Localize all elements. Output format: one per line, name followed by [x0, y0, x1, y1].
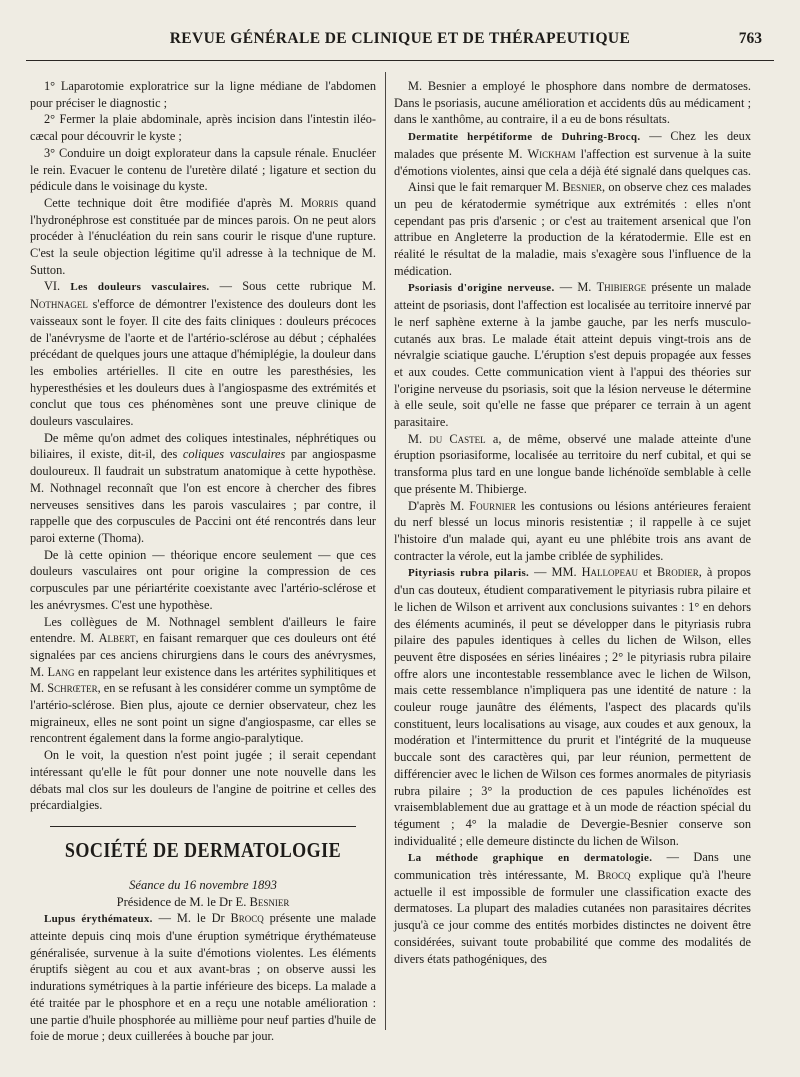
- society-title: SOCIÉTÉ DE DERMATOLOGIE: [64, 837, 342, 862]
- section-rule: [50, 826, 356, 827]
- text: présente une malade atteinte depuis cinq mois d'une éruption symétrique érythémateuse généralisée, survenue à la suite d'émotions violentes. Les éléments éruptifs siègent au cou et aux avant-bras ; on observe aussi les indurations symétriques à la partie inférieure des biceps. La malade a été traitée par le phosphore et en a reçu une notable amélioration : une partie d'huile phosphorée au millième pour neuf parties d'huile de foie de morue ; deux cuillerées à bouche par jour.: [30, 911, 376, 1044]
- author-name: Nothnagel: [30, 297, 88, 312]
- paragraph: [394, 431, 751, 498]
- paragraph: [394, 498, 751, 565]
- paragraph: On le voit, la question n'est point jugée ; il serait cependant intéressant qu'elle le fût pour donner une note nouvelle dans les débats mal clos sur les douleurs de l'angine de poitrine et celles des précardialgies.: [30, 748, 376, 813]
- session-president: [30, 894, 376, 911]
- text: quand l'hydronéphrose est constituée par de minces parois. On ne peut alors procéder à l'énucléation du rein sans courir le risque d'une rupture. C'est la seule objection légitime qu'il adresse à la technique de M. Sutton.: [30, 195, 376, 277]
- column-divider: [385, 72, 386, 1030]
- paragraph: 3° Conduire un doigt explorateur dans la capsule rénale. Enucléer le rein. Evacuer le contenu de l'uretère dilaté ; ligature et section du pédicule dans le voisinage du kyste.: [30, 145, 376, 194]
- author-name: Fournier: [469, 498, 517, 513]
- text: , à propos d'un cas douteux, étudient comparativement le pityriasis rubra pilaire et le lichen de Wilson et arrivent aux conclusions suivantes : 1° en dehors des éléments acuminés, il peut se développer dans le pityriasis rubra pilaire des papules identiques à celles du lichen de Wilson, elles peuvent être disposées en séries linéaires ; 2° le pityriasis rubra pilaire offre alors une incontestable ressemblance avec le lichen de Wilson, mais cette ressemblance n'impliquera pas une identité de nature : la couleur rouge jaunâtre des éléments, l'aspect des placards qu'ils constituent, leurs localisations au visage, aux coudes et aux genoux, la modération et l'intermittence du prurit et l'intégrité de la muqueuse buccale sont des caractères qui, par leur réunion, permettent de différencier avec le lichen de Wilson ces formes anormales de pityriasis rubra pilaire ; 3° la production de ces papules lichénoïdes est vraisemblablement due au grattage et à un mode de réaction spécial du tégument ; 4° la maladie de Devergie-Besnier conserve son individualité ; elle demeure distincte du lichen de Wilson.: [394, 565, 751, 848]
- right-column: [394, 78, 751, 967]
- author-name: Morris: [300, 195, 339, 210]
- text: D'après M.: [408, 498, 470, 513]
- text: les contusions ou lésions antérieures feraient du nerf blessé un locus minoris resistentiæ ; il rappelle à ce sujet l'histoire d'un malade qui, ayant eu une phlébite trois ans avant de contracter la vérole, eut la jambe criblée de syphilides.: [394, 498, 751, 563]
- author-name: Lang: [47, 664, 75, 679]
- paragraph: 1° Laparotomie exploratrice sur la ligne médiane de l'abdomen pour préciser le diagnostic ;: [30, 79, 376, 110]
- section-heading: La méthode graphique en dermatologie.: [408, 852, 653, 865]
- text: De même qu'on admet des coliques intestinales, néphrétiques ou biliaires, il existe, dit-il, des: [30, 430, 376, 462]
- author-name: Brocq: [230, 911, 264, 926]
- text: — Dans une communication très intéressante, M.: [394, 850, 751, 883]
- text: M.: [408, 431, 430, 446]
- author-name: Schrœter: [47, 681, 98, 696]
- author-name: Besnier: [562, 180, 603, 195]
- section-heading: Dermatite herpétiforme de Duhring-Brocq.: [408, 131, 641, 144]
- text: , on observe chez ces malades un peu de kératodermie symétrique aux extrémités : elles n'ont cependant pas pris d'arsenic ; or c'est au traitement arsenical que l'on attribue en Angleterre la production de la kératodermie. Elle est en réalité le résultat de la maladie, mais s'exagère sous l'influence de la médication.: [394, 180, 752, 278]
- left-column: [30, 78, 376, 1045]
- text: a, de même, observé une malade atteinte d'une éruption psoriasiforme, localisée au territoire du nerf cubital, et qui se transforma plus tard en une longue bande lichénoïde semblable à celle que présente M. Thibierge.: [394, 431, 751, 496]
- paragraph: [394, 128, 751, 179]
- author-name: du Castel: [429, 431, 486, 446]
- running-title: REVUE GÉNÉRALE DE CLINIQUE ET DE THÉRAPEUTIQUE: [169, 30, 631, 47]
- paragraph: 2° Fermer la plaie abdominale, après incision dans l'intestin iléo-cæcal pour découvrir le kyste ;: [30, 112, 376, 144]
- author-name: Brodier: [657, 565, 699, 580]
- page-number: 763: [738, 30, 762, 47]
- text: — M.: [554, 280, 597, 295]
- paragraph: [30, 278, 376, 429]
- paragraph: [394, 849, 751, 967]
- text: Cette technique doit être modifiée d'après M.: [44, 195, 301, 210]
- section-heading: Les douleurs vasculaires.: [70, 281, 210, 294]
- author-name: Besnier: [249, 894, 290, 909]
- italic-term: coliques vasculaires: [182, 447, 286, 462]
- text: — M. le Dr: [152, 911, 231, 926]
- paragraph: [30, 195, 376, 279]
- text: s'efforce de démontrer l'existence des douleurs dont les vaisseaux sont le foyer. Il cite des faits cliniques : douleurs précoces de l'anévrysme de l'aorte et de l'artério-sclérose au début ; céphalées précédant de quelques jours une attaque d'hémiplégie, la douleur dans les embolies artérielles. Il cite en outre les paresthésies, les hyperesthésies et les douleurs dues à l'angiospasme des extrémités et conclut que tous ces phénomènes sont une preuve clinique de douleurs vasculaires.: [30, 297, 376, 429]
- text: — Sous cette rubrique M.: [209, 279, 376, 294]
- author-name: Albert: [98, 631, 136, 646]
- paragraph: [394, 564, 751, 849]
- session-date: Séance du 16 novembre 1893: [129, 877, 277, 892]
- text: par angiospasme douloureux. Il faudrait un substratum anatomique à cette hypothèse. M. Nothnagel reconnaît que l'on est encore à chercher des fibres nerveuses sensitives dans les parois vasculaires ; par contre, il rappelle que des corpuscules de Paccini ont été rencontrés dans leur paroi externe (Thoma).: [30, 447, 376, 545]
- paragraph: [30, 430, 376, 547]
- text: l'affection est survenue à la suite d'émotions violentes, ainsi que cela a déjà été signalé dans quelques cas.: [394, 146, 752, 178]
- paragraph: [394, 279, 751, 430]
- paragraph: [394, 179, 751, 279]
- header-rule: [26, 60, 774, 61]
- paragraph: [30, 910, 376, 1045]
- text: Les collègues de M. Nothnagel semblent d'ailleurs le faire entendre. M.: [30, 614, 376, 646]
- text: présente un malade atteint de psoriasis, dont l'affection est localisée au territoire innervé par le nerf saphène externe à la jambe gauche, par les nerfs musculo-cutanés aux bras. Le malade était atteint depuis vingt-trois ans de névralgie sciatique gauche. L'éruption s'est depuis propagée aux fesses et aux coudes. Cette communication vient à l'appui des théories sur l'origine nerveuse du psoriasis, soit que la lésion nerveuse le détermine à elle seule, soit qu'elle ne fasse que préparer ce terrain à un agent parasitaire.: [394, 280, 751, 430]
- text: Présidence de M. le Dr E.: [116, 894, 250, 909]
- text: , en se refusant à les considérer comme un symptôme de l'artério-sclérose. Bien plus, ajoute ce dernier observateur, chez les migraineux, elles ne sont point un signe d'angiospasme, car elles se rencontrent également dans la forme angio-paralytique.: [30, 681, 376, 746]
- running-head: [26, 30, 774, 54]
- section-heading: Psoriasis d'origine nerveuse.: [408, 282, 555, 295]
- text: et: [638, 565, 658, 580]
- text: explique qu'à l'heure actuelle il est impossible de formuler une classification exacte des dermatoses. La plupart des maladies cutanées non parasitaires décrites jusqu'à ce jour comme des entités morbides distinctes ne doivent être considérées, suivant toute probabilité que comme des modalités de divers états pathogéniques, des: [394, 868, 752, 966]
- text: — Chez les deux malades que présente M.: [394, 129, 751, 161]
- author-name: Thibierge: [596, 280, 647, 295]
- section-heading: Pityriasis rubra pilaris.: [408, 567, 530, 580]
- text: Ainsi que le fait remarquer M.: [408, 180, 563, 195]
- author-name: Wickham: [527, 146, 576, 161]
- text: en rappelant leur existence dans les artérites syphilitiques et M.: [30, 664, 377, 696]
- author-name: Hallopeau: [581, 565, 639, 580]
- paragraph: De là cette opinion — théorique encore seulement — que ces douleurs vasculaires ont pour origine la compression de ces corpuscules par une périartérite coexistante avec l'artério-sclérose et les anévrysmes. C'est une hypothèse.: [30, 547, 376, 612]
- section-heading: Lupus érythémateux.: [44, 913, 153, 926]
- text: — MM.: [529, 565, 582, 580]
- text: , en faisant remarquer que ces douleurs ont été signalées par ces anciens chirurgiens dans le cours des anévrysmes, M.: [30, 631, 377, 679]
- section-number: VI.: [44, 279, 71, 294]
- paragraph: [30, 614, 376, 748]
- author-name: Brocq: [597, 868, 631, 883]
- paragraph: M. Besnier a employé le phosphore dans nombre de dermatoses. Dans le psoriasis, aucune amélioration et accidents dûs au médicament ; dans le xanthôme, au contraire, il a eu de bons résultats.: [394, 79, 751, 127]
